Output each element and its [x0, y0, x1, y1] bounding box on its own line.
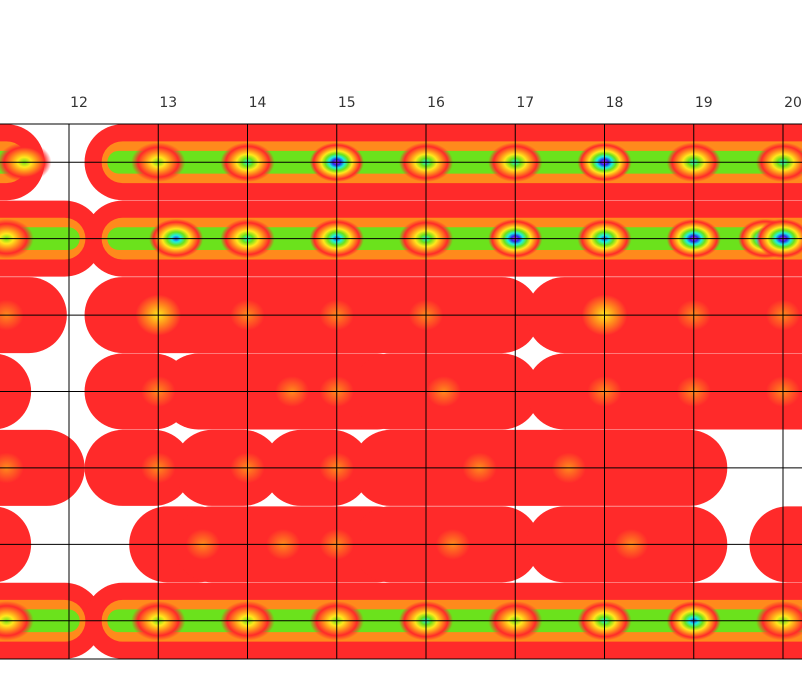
x-tick-label: 14: [248, 95, 267, 111]
x-tick-label: 15: [337, 95, 356, 111]
x-tick-label: 19: [694, 95, 713, 111]
x-tick-label: 18: [605, 95, 624, 111]
x-tick-label: 12: [70, 95, 88, 111]
x-axis-ticks: [70, 95, 802, 111]
x-tick-label: 13: [159, 95, 178, 111]
x-tick-label: 17: [516, 95, 535, 111]
x-tick-label: 16: [427, 95, 445, 111]
x-tick-label: 20: [784, 95, 802, 111]
